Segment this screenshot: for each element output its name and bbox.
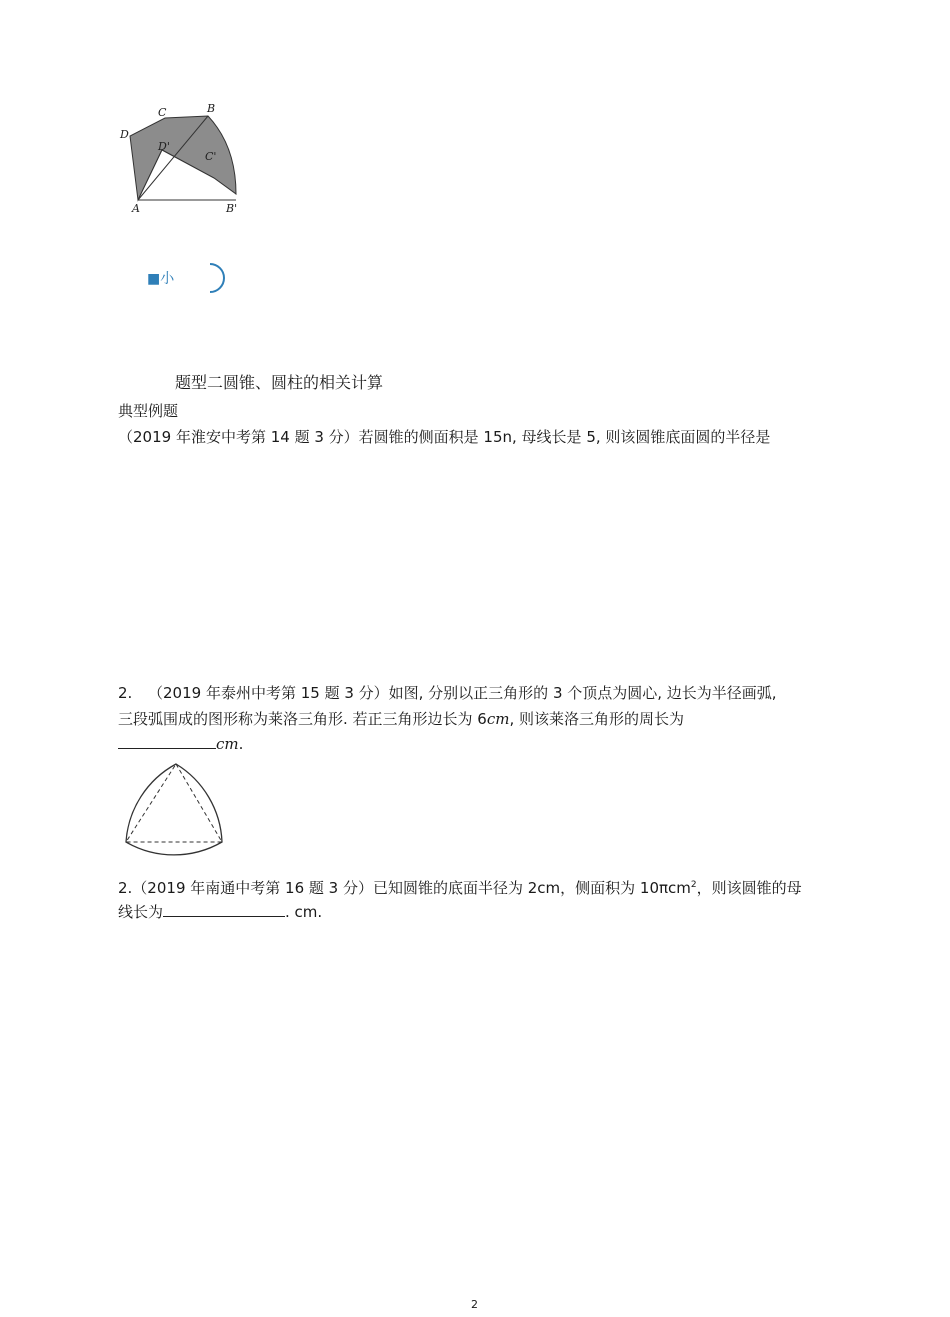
section-title: 题型二圆锥、圆柱的相关计算 (175, 373, 384, 392)
geometry-figure-rotation (110, 98, 260, 218)
question-2-number: 2. (118, 684, 133, 702)
q3-prefix: 2.（2019 年南通中考第 16 题 3 分）已知圆锥的底面半径为 2cm，侧面积为 10πcm (118, 879, 691, 897)
label-B-prime: B' (226, 202, 238, 215)
small-icon-label: ■小 (147, 271, 175, 287)
q3-sup: 2 (690, 880, 697, 890)
label-B: B (207, 102, 216, 115)
inner-equilateral-triangle (126, 764, 222, 842)
q2-unit-cm: cm (486, 710, 510, 728)
label-D-prime: D' (158, 140, 170, 153)
question-2-line1: （2019 年泰州中考第 15 题 3 分）如图, 分别以正三角形的 3 个顶点为圆心, 边长为半径画弧, (148, 684, 777, 702)
q3-line2-end: . cm. (285, 903, 323, 921)
question-3-line1 (118, 872, 802, 901)
answer-blank-q3[interactable] (163, 898, 285, 917)
label-D: D (120, 128, 129, 141)
q3-line2-start: 线长为 (118, 903, 164, 921)
arc-icon (204, 262, 226, 294)
question-2-line2 (118, 706, 684, 732)
question-2-line3 (118, 730, 243, 757)
q2-line2-end: , 则该莱洛三角形的周长为 (509, 710, 685, 728)
label-C: C (158, 106, 167, 119)
answer-blank-q2[interactable] (118, 730, 216, 749)
question-1: （2019 年淮安中考第 14 题 3 分）若圆锥的侧面积是 15n, 母线长是 5, 则该圆锥底面圆的半径是 (118, 428, 771, 446)
section-subtitle: 典型例题 (118, 402, 179, 420)
reuleaux-triangle-figure (118, 758, 238, 862)
label-C-prime: C' (205, 150, 217, 163)
page-number: 2 (471, 1298, 478, 1311)
q2-line2-text: 三段弧围成的图形称为莱洛三角形. 若正三角形边长为 6 (118, 710, 487, 728)
reuleaux-outline (126, 764, 222, 855)
q2-period: . (238, 735, 244, 753)
label-A: A (132, 202, 140, 215)
q2-unit-end: cm (216, 735, 239, 753)
question-3-line2 (118, 898, 322, 925)
q3-suffix: ，则该圆锥的母 (696, 879, 802, 897)
